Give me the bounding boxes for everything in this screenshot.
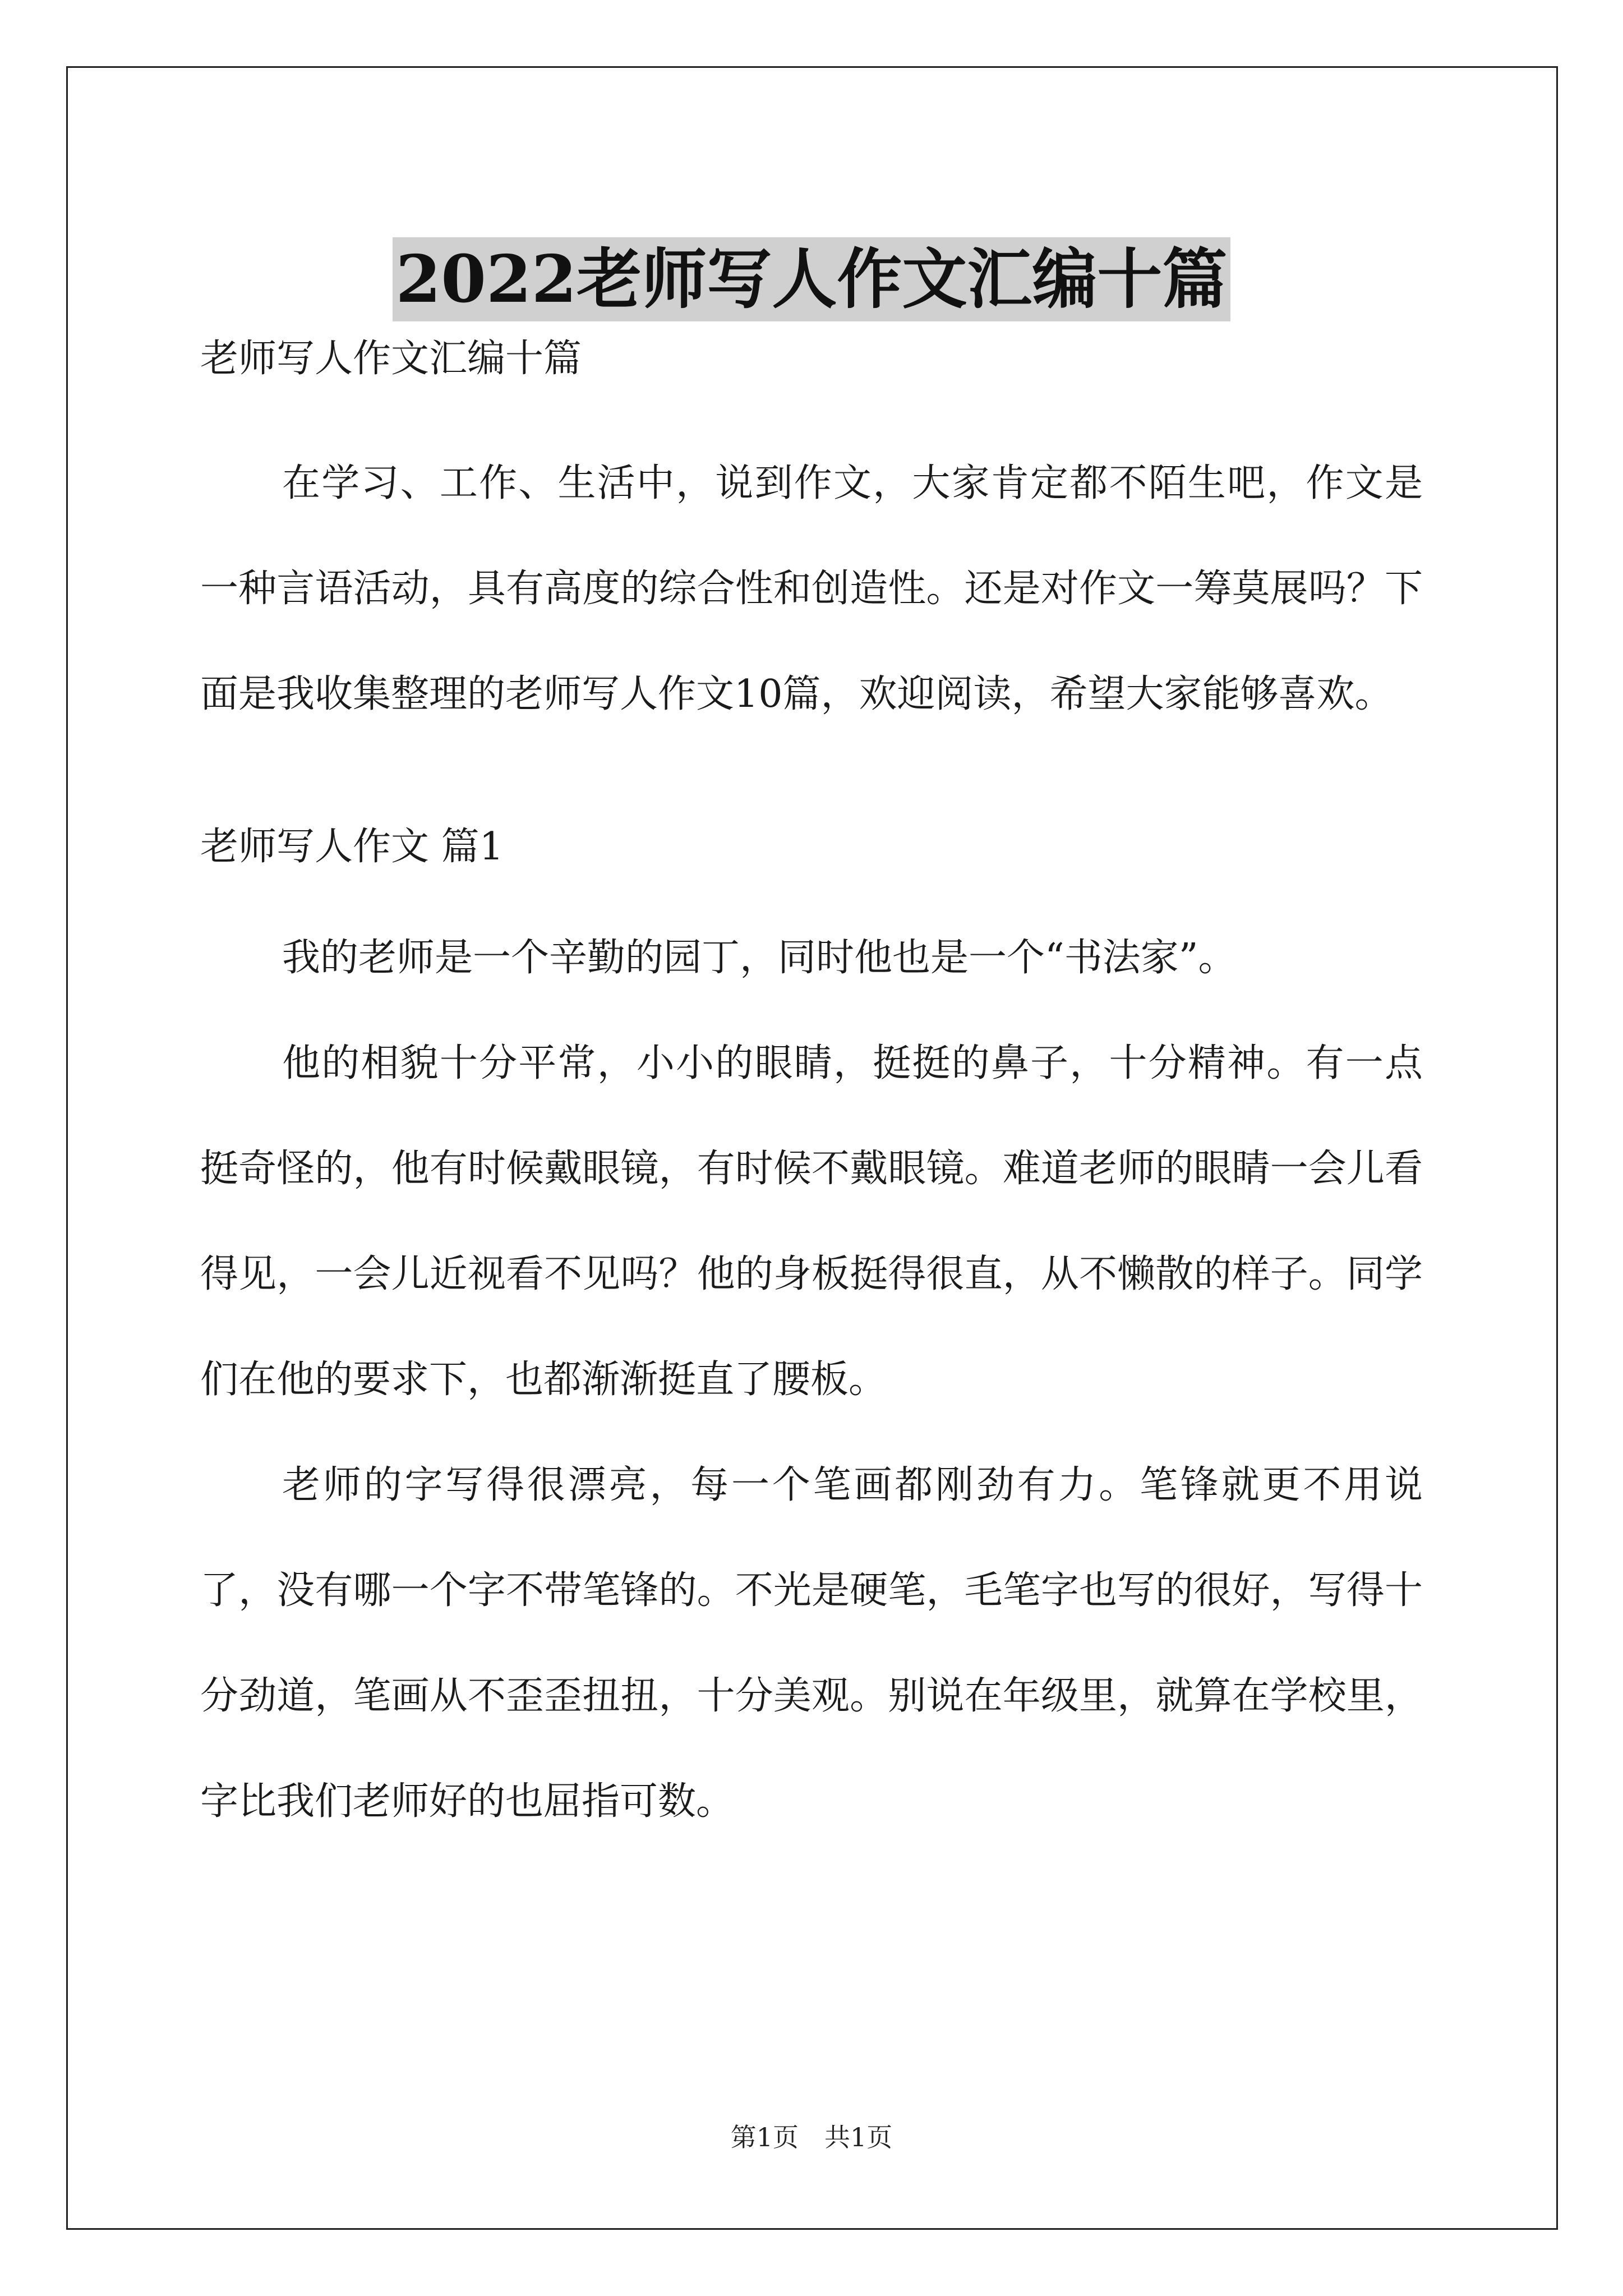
spacer [200,747,1423,813]
section-heading: 老师写人作文 篇1 [200,825,504,869]
page-footer [0,2120,1623,2154]
body-paragraph-1: 我的老师是一个辛勤的园丁，同时他也是一个“书法家”。 [282,936,1237,980]
intro-paragraph: 在学习、工作、生活中，说到作文，大家肯定都不陌生吧，作文是一种言语活动，具有高度的综合性和创造性。还是对作文一筹莫展吗？下面是我收集整理的老师写人作文10篇，欢迎阅读，希望大家能够喜欢。 [200,461,1423,716]
body-paragraph-2: 他的相貌十分平常，小小的眼睛，挺挺的鼻子，十分精神。有一点挺奇怪的，他有时候戴眼镜，有时候不戴眼镜。难道老师的眼睛一会儿看得见，一会儿近视看不见吗？他的身板挺得很直，从不懒散的样子。同学们在他的要求下，也都渐渐挺直了腰板。 [200,1041,1423,1402]
spacer [200,881,1423,905]
page-total: 共1页 [824,2122,893,2152]
body-paragraph-3: 老师的字写得很漂亮，每一个笔画都刚劲有力。笔锋就更不用说了，没有哪一个字不带笔锋的。不光是硬笔，毛笔字也写的很好，写得十分劲道，笔画从不歪歪扭扭，十分美观。别说在年级里，就算在学校里，字比我们老师好的也屈指可数。 [200,1463,1423,1824]
document-body [200,325,1423,1855]
document-title: 2022老师写人作文汇编十篇 [393,237,1231,321]
page-number: 第1页 [730,2122,799,2152]
spacer [200,393,1423,431]
document-subtitle: 老师写人作文汇编十篇 [200,337,582,381]
